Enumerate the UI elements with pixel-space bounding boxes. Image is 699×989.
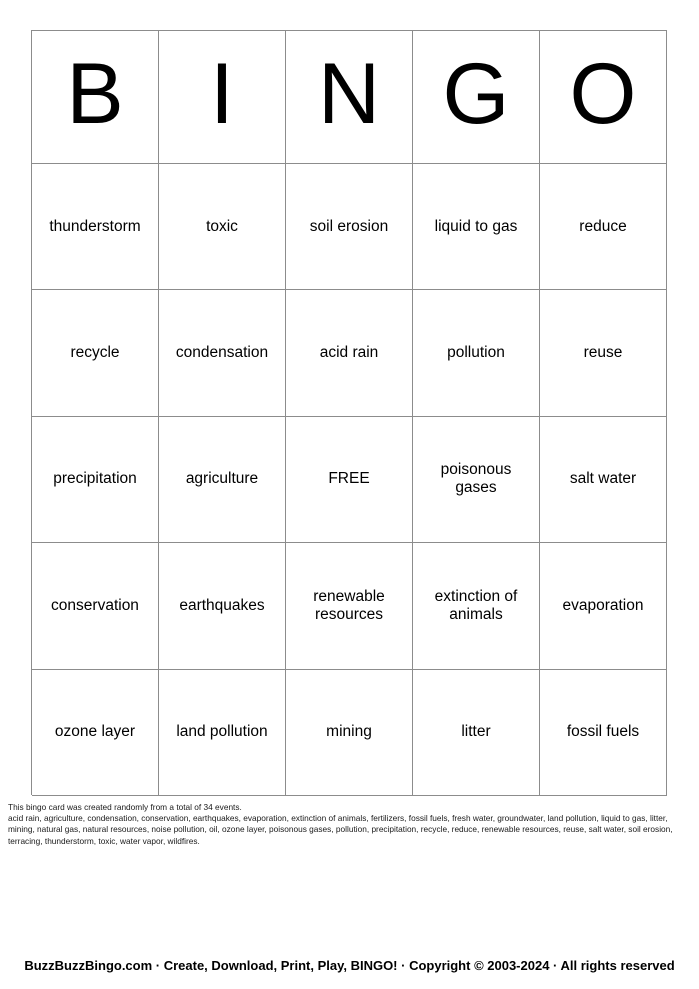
bingo-header-letter-g-text: G xyxy=(442,46,510,142)
bingo-header-letter-i xyxy=(159,31,286,164)
bingo-header-letter-o-text: O xyxy=(569,46,637,142)
bingo-header-letter-o xyxy=(540,31,667,164)
bingo-cell[interactable] xyxy=(413,290,540,416)
bingo-cell-label: reduce xyxy=(579,217,627,235)
bingo-cell[interactable] xyxy=(413,164,540,290)
bingo-cell-label: thunderstorm xyxy=(49,217,141,235)
bingo-row xyxy=(32,164,667,290)
bingo-cell-label: ozone layer xyxy=(54,723,136,741)
bingo-cell[interactable] xyxy=(32,164,159,290)
bingo-cell-label: agriculture xyxy=(185,470,259,488)
bingo-cell[interactable] xyxy=(413,543,540,669)
bingo-cell-label: conservation xyxy=(51,596,139,614)
bingo-cell[interactable] xyxy=(159,417,286,543)
site-footer xyxy=(0,958,699,973)
bingo-cell[interactable] xyxy=(286,164,413,290)
bingo-cell-label: toxic xyxy=(206,217,238,235)
bingo-cell-label: condensation xyxy=(175,343,269,361)
bingo-cell-label: soil erosion xyxy=(309,217,389,235)
bingo-cell-label: renewable resources xyxy=(313,587,385,623)
bingo-cell-label: evaporation xyxy=(562,596,644,614)
bingo-cell-label: recycle xyxy=(70,343,120,361)
fineprint-block xyxy=(8,802,691,847)
bingo-card-grid xyxy=(31,30,667,795)
bingo-cell[interactable] xyxy=(159,543,286,669)
bingo-cell[interactable] xyxy=(540,670,667,796)
bingo-free-cell-label: FREE xyxy=(328,470,370,488)
bingo-free-cell[interactable] xyxy=(286,417,413,543)
bingo-header-letter-i-text: I xyxy=(210,46,234,142)
bingo-row xyxy=(32,417,667,543)
bingo-cell-label: earthquakes xyxy=(179,596,265,614)
bingo-header-letter-n-text: N xyxy=(317,46,381,142)
bingo-cell-label: litter xyxy=(461,723,491,741)
bingo-cell[interactable] xyxy=(32,543,159,669)
bingo-row xyxy=(32,543,667,669)
fineprint-word-list: acid rain, agriculture, condensation, conservation, earthquakes, evaporation, extinction of animals, fertilizers, fossil fuels, fresh water, groundwater, land pollution, liquid to gas, litter, mining, natural gas, natural resources, noise pollution, oil, ozone layer, poisonous gases, pollution, precipitation, recycle, reduce, renewable resources, reuse, salt water, soil erosion, terracing, thunderstorm, toxic, water vapor, wildfires. xyxy=(8,813,673,846)
bingo-cell[interactable] xyxy=(159,164,286,290)
bingo-cell-label: precipitation xyxy=(53,470,137,488)
bingo-cell-label: extinction of animals xyxy=(434,587,518,623)
bingo-cell-label: liquid to gas xyxy=(434,217,518,235)
bingo-cell[interactable] xyxy=(32,670,159,796)
bingo-cell[interactable] xyxy=(286,670,413,796)
bingo-header-letter-g xyxy=(413,31,540,164)
bingo-cell[interactable] xyxy=(286,543,413,669)
bingo-cell[interactable] xyxy=(159,290,286,416)
fineprint-summary: This bingo card was created randomly from a total of 34 events. xyxy=(8,802,242,812)
bingo-cell[interactable] xyxy=(32,417,159,543)
bingo-cell-label: poisonous gases xyxy=(440,461,512,497)
bingo-cell[interactable] xyxy=(540,417,667,543)
bingo-header-letter-b-text: B xyxy=(66,46,124,142)
bingo-cell-label: pollution xyxy=(447,343,505,361)
bingo-cell[interactable] xyxy=(540,290,667,416)
bingo-cell-label: mining xyxy=(326,723,372,741)
bingo-cell-label: fossil fuels xyxy=(566,723,640,741)
bingo-cell-label: acid rain xyxy=(319,343,379,361)
bingo-row xyxy=(32,670,667,796)
bingo-cell-label: land pollution xyxy=(176,723,268,741)
bingo-cell[interactable] xyxy=(413,670,540,796)
bingo-header-letter-n xyxy=(286,31,413,164)
bingo-cell[interactable] xyxy=(286,290,413,416)
site-footer-text: BuzzBuzzBingo.com · Create, Download, Print, Play, BINGO! · Copyright © 2003-2024 · All rights reserved xyxy=(24,958,675,973)
bingo-cell[interactable] xyxy=(32,290,159,416)
bingo-cell[interactable] xyxy=(540,543,667,669)
bingo-cell-label: reuse xyxy=(583,343,623,361)
bingo-cell-label: salt water xyxy=(569,470,637,488)
bingo-header-row xyxy=(32,31,667,164)
bingo-cell[interactable] xyxy=(540,164,667,290)
bingo-cell[interactable] xyxy=(159,670,286,796)
bingo-header-letter-b xyxy=(32,31,159,164)
bingo-row xyxy=(32,290,667,416)
bingo-cell[interactable] xyxy=(413,417,540,543)
